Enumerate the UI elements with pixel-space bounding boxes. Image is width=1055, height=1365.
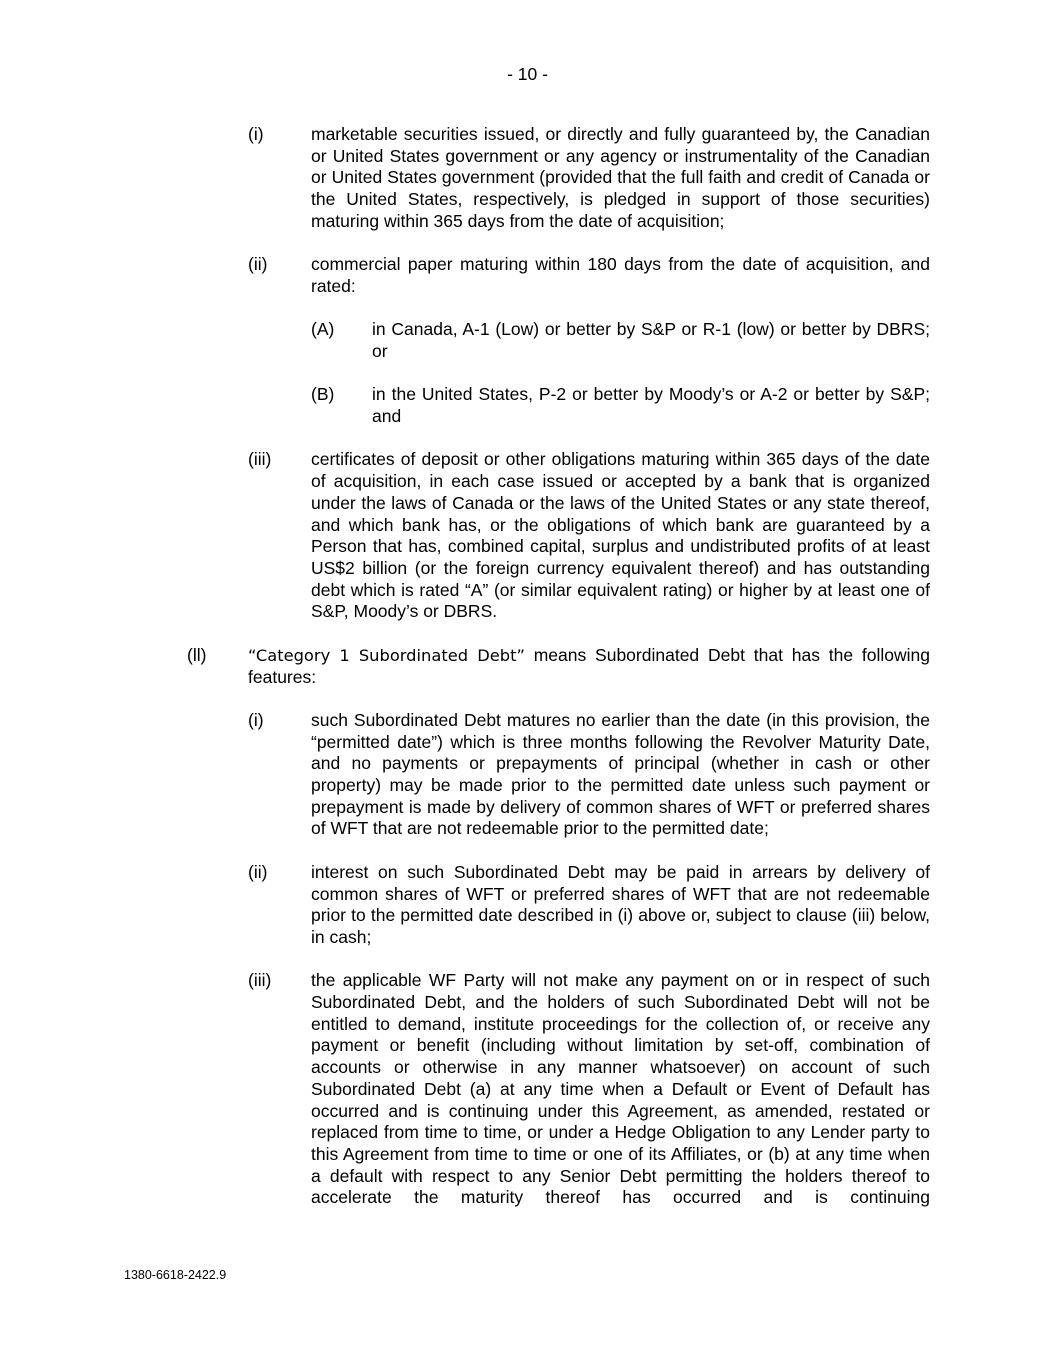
definition-text: means Subordinated Debt that has the following features: [248, 644, 930, 687]
clause-number: (ll) [187, 644, 207, 665]
clause-number: (iii) [248, 449, 272, 470]
clause-text: commercial paper maturing within 180 days from the date of acquisition, and rated: [311, 254, 930, 296]
clause-i-marketable-securities [0, 124, 1055, 233]
clause-text [248, 645, 930, 688]
clause-iii-payment-restriction [0, 970, 1055, 1209]
document-id: 1380-6618-2422.9 [124, 1268, 227, 1282]
clause-text: in the United States, P-2 or better by Moody’s or A-2 or better by S&P; and [372, 384, 930, 427]
clause-number: (iii) [248, 970, 272, 991]
clause-number: (ii) [248, 861, 268, 882]
clause-text: interest on such Subordinated Debt may be paid in arrears by delivery of common shares of WFT or preferred shares of WFT that are not redeemable prior to the permitted date described in (i) above or, subject to clause (iii) below, in cash; [311, 861, 930, 947]
clause-ii-interest [0, 862, 1055, 949]
clause-A-canada-rating [0, 319, 1055, 362]
clause-text: the applicable WF Party will not make any payment on or in respect of such Subordinated Debt, and the holders of such Subordinated Debt will not be entitled to demand, institute proceedings for the collection of, or receive any payment or benefit (including without limitation by set-off, combination of accounts or otherwise in any manner whatsoever) on account of such Subordinated Debt (a) at any time when a Default or Event of Default has occurred and is continuing under this Agreement, as amended, restated or replaced from time to time, or under a Hedge Obligation to any Lender party to this Agreement from time to time or one of its Affiliates, or (b) at any time when a default with respect to any Senior Debt permitting the holders thereof to accelerate the maturity thereof has occurred and is continuing [311, 970, 930, 1208]
clause-number: (ii) [248, 254, 268, 275]
clause-number: (A) [311, 319, 335, 340]
clause-text: marketable securities issued, or directly and fully guaranteed by, the Canadian or United States government or any agency or instrumentality of the Canadian or United States government (provided that the full faith and credit of Canada or the United States, respectively, is pledged in support of those securities) maturing within 365 days from the date of acquisition; [311, 124, 930, 231]
clause-i-maturity [0, 710, 1055, 840]
clause-text: certificates of deposit or other obligations maturing within 365 days of the date of acquisition, in each case issued or accepted by a bank that is organized under the laws of Canada or the laws of the United States or any state thereof, and which bank has, or the obligations of which bank are guaranteed by a Person that has, combined capital, surplus and undistributed profits of at least US$2 billion (or the foreign currency equivalent thereof) and has outstanding debt which is rated “A” (or similar equivalent rating) or higher by at least one of S&P, Moody’s or DBRS. [311, 449, 930, 622]
clause-text: such Subordinated Debt matures no earlier than the date (in this provision, the “permitted date”) which is three months following the Revolver Maturity Date, and no payments or prepayments of principal (whether in cash or other property) may be made prior to the permitted date unless such payment or prepayment is made by delivery of common shares of WFT or preferred shares of WFT that are not redeemable prior to the permitted date; [311, 709, 930, 839]
clause-number: (i) [248, 124, 264, 144]
clause-ll-category-1-subordinated-debt [0, 645, 1055, 688]
clause-B-us-rating [0, 384, 1055, 427]
clause-iii-certificates-of-deposit [0, 449, 1055, 623]
clause-ii-commercial-paper [0, 254, 1055, 297]
defined-term: “Category 1 Subordinated Debt” [248, 645, 525, 665]
clause-number: (B) [311, 384, 335, 405]
clause-number: (i) [248, 709, 264, 730]
clause-text: in Canada, A-1 (Low) or better by S&P or R-1 (low) or better by DBRS; or [372, 319, 930, 361]
page-number: - 10 - [507, 64, 548, 84]
document-body [0, 124, 1055, 1209]
